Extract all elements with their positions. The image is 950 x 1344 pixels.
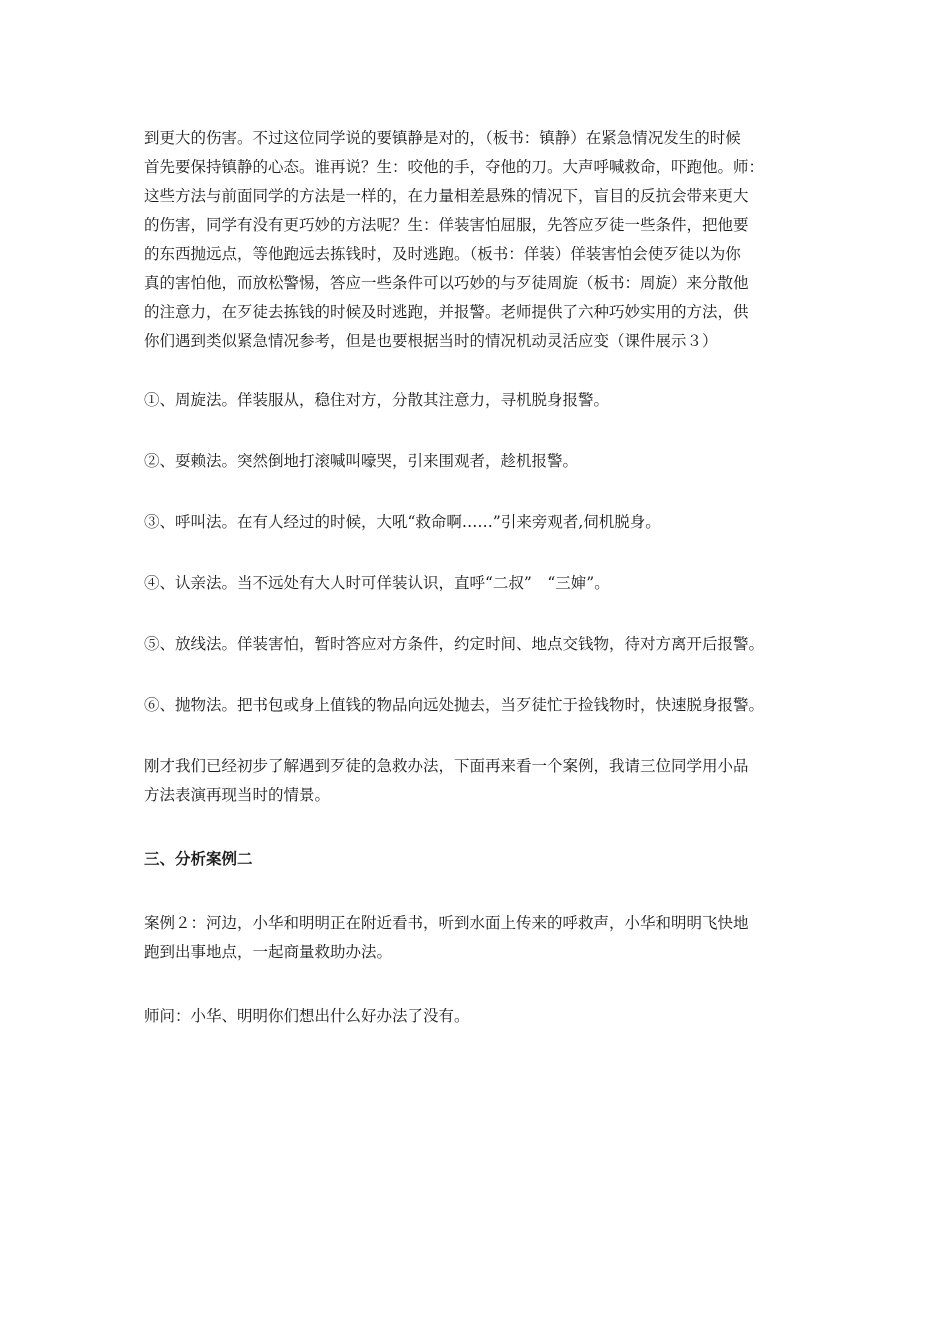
method-item: ⑤、放线法。佯装害怕，暂时答应对方条件，约定时间、地点交钱物，待对方离开后报警。: [144, 635, 765, 653]
method-item: ②、耍赖法。突然倒地打滚喊叫嚎哭，引来围观者，趁机报警。: [144, 452, 579, 470]
text-line: 这些方法与前面同学的方法是一样的，在力量相差悬殊的情况下，盲目的反抗会带来更大: [144, 187, 749, 205]
text-line: 跑到出事地点，一起商量救助办法。: [144, 943, 393, 961]
method-item: ③、呼叫法。在有人经过的时候，大吼“救命啊……”引来旁观者,伺机脱身。: [144, 513, 661, 531]
paragraph-transition: [144, 752, 814, 810]
case-two-paragraph: [144, 909, 814, 967]
teacher-question: 师问：小华、明明你们想出什么好办法了没有。: [144, 1007, 470, 1025]
text-line: 真的害怕他，而放松警惕，答应一些条件可以巧妙的与歹徒周旋（板书：周旋）来分散他: [144, 274, 749, 292]
document-page: [144, 124, 814, 1031]
text-line: 到更大的伤害。不过这位同学说的要镇静是对的，（板书：镇静）在紧急情况发生的时候: [144, 129, 741, 147]
paragraph-discussion: [144, 124, 814, 356]
text-line: 案例２：河边，小华和明明正在附近看书，听到水面上传来的呼救声，小华和明明飞快地: [144, 914, 749, 932]
text-line: 方法表演再现当时的情景。: [144, 786, 331, 804]
method-item: ⑥、抛物法。把书包或身上值钱的物品向远处抛去，当歹徒忙于捡钱物时，快速脱身报警。: [144, 696, 765, 714]
text-line: 的伤害，同学有没有更巧妙的方法呢？生：佯装害怕屈服，先答应歹徒一些条件，把他要: [144, 216, 749, 234]
text-line: 刚才我们已经初步了解遇到歹徒的急救办法，下面再来看一个案例，我请三位同学用小品: [144, 757, 749, 775]
text-line: 你们遇到类似紧急情况参考，但是也要根据当时的情况机动灵活应变（课件展示３）: [144, 332, 718, 350]
method-item: ④、认亲法。当不远处有大人时可佯装认识，直呼“二叔” “三婶”。: [144, 574, 610, 592]
method-item: ①、周旋法。佯装服从，稳住对方，分散其注意力，寻机脱身报警。: [144, 391, 610, 409]
text-line: 的东西抛远点，等他跑远去拣钱时，及时逃跑。（板书：佯装）佯装害怕会使歹徒以为你: [144, 245, 741, 263]
text-line: 首先要保持镇静的心态。谁再说？生：咬他的手，夺他的刀。大声呼喊救命，吓跑他。师：: [144, 158, 765, 176]
section-heading: 三、分析案例二: [144, 850, 253, 868]
text-line: 的注意力，在歹徒去拣钱的时候及时逃跑，并报警。老师提供了六种巧妙实用的方法，供: [144, 303, 749, 321]
